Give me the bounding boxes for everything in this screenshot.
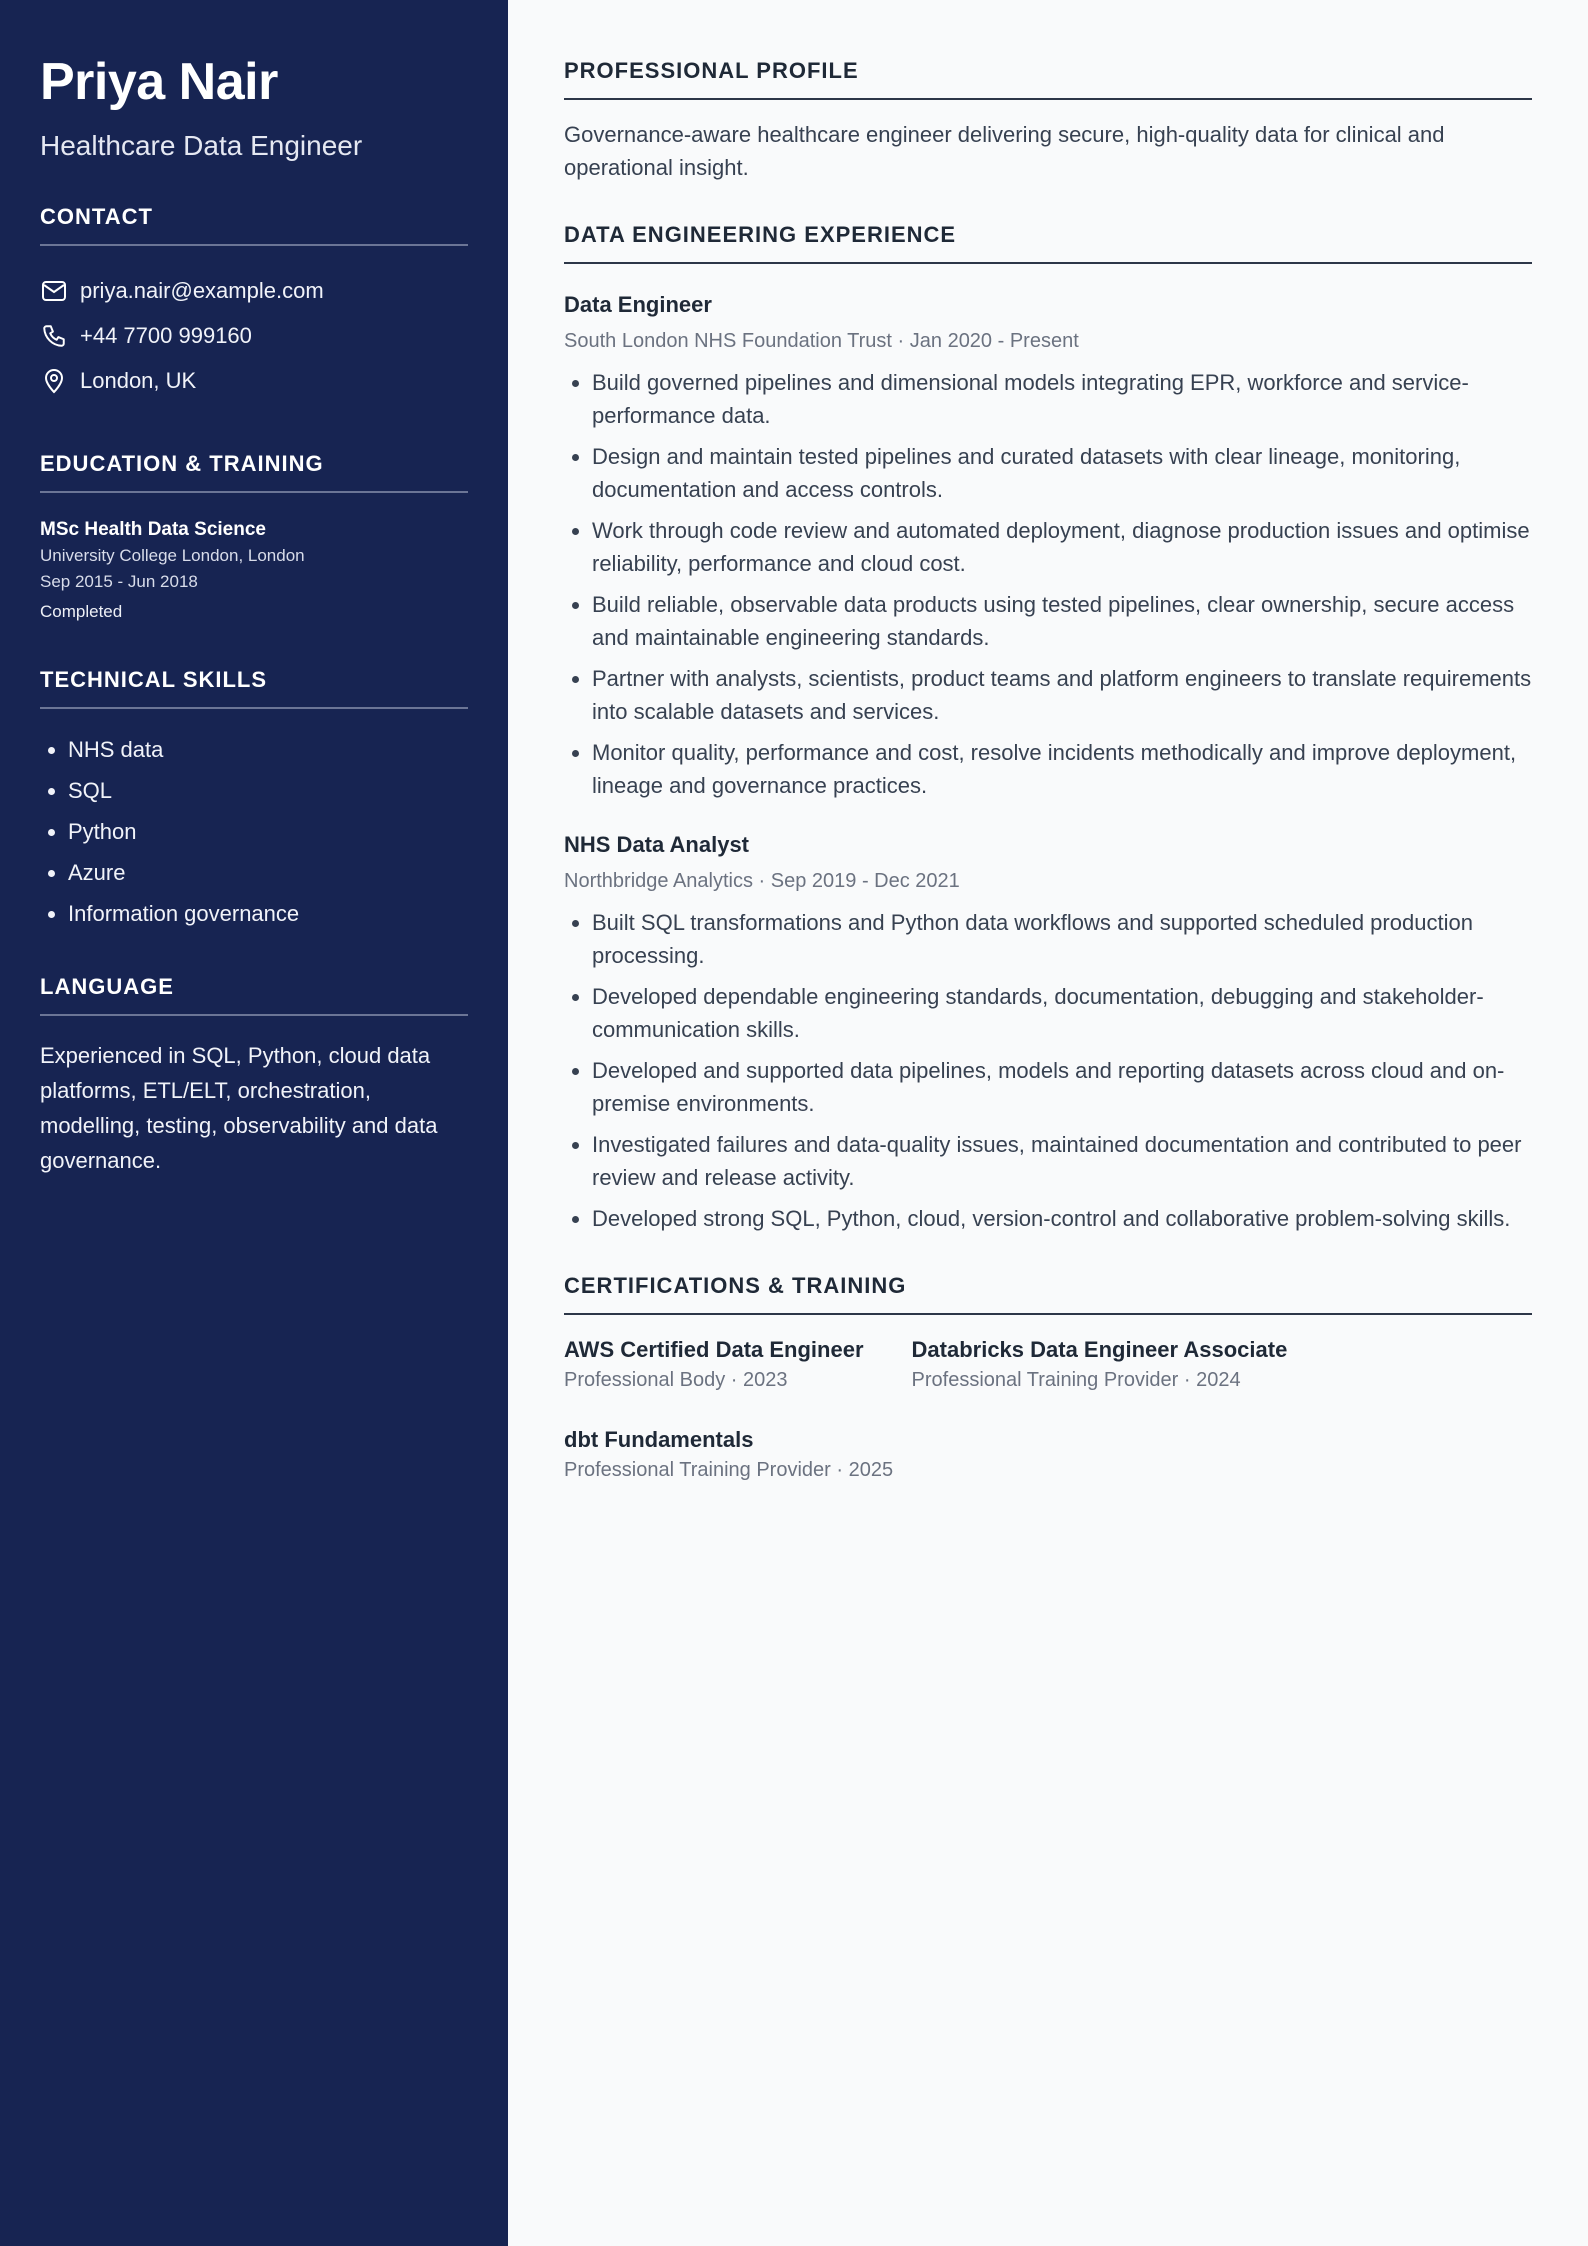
certifications-section xyxy=(564,1273,1532,1515)
email-text: priya.nair@example.com xyxy=(80,277,324,303)
contact-heading: CONTACT xyxy=(40,204,468,246)
job-bullet: • Build reliable, observable data products using tested pipelines, clear ownership, secure access and maintainable engineering standards. xyxy=(592,588,1532,654)
job-bullet: • Build governed pipelines and dimensional models integrating EPR, workforce and service-performance data. xyxy=(592,366,1532,432)
experience-section xyxy=(564,222,1532,1235)
contact-section xyxy=(40,204,468,403)
skills-heading: TECHNICAL SKILLS xyxy=(40,667,468,709)
skills-section xyxy=(40,667,468,934)
job-meta: Northbridge Analytics · Sep 2019 - Dec 2021 xyxy=(564,870,960,892)
job-bullets xyxy=(564,906,1532,1235)
job-role: Healthcare Data Engineer xyxy=(40,130,363,161)
certification-meta: Professional Training Provider · 2025 xyxy=(564,1459,894,1481)
job-bullet: • Partner with analysts, scientists, product teams and platform engineers to translate requirements into scalable datasets and services. xyxy=(592,662,1532,728)
education-dates: Sep 2015 - Jun 2018 xyxy=(40,572,198,591)
job-meta: South London NHS Foundation Trust · Jan 2020 - Present xyxy=(564,330,1079,352)
language-heading: LANGUAGE xyxy=(40,974,468,1016)
job-bullet: • Monitor quality, performance and cost, resolve incidents methodically and improve deployment, lineage and governance practices. xyxy=(592,736,1532,802)
job-bullet: • Investigated failures and data-quality issues, maintained documentation and contributed to peer review and release activity. xyxy=(592,1128,1532,1194)
contact-phone[interactable] xyxy=(40,313,468,358)
skills-list xyxy=(40,729,468,934)
education-degree: MSc Health Data Science xyxy=(40,519,266,540)
certification-item xyxy=(912,1335,1288,1395)
job-bullets xyxy=(564,366,1532,802)
profile-section xyxy=(564,58,1532,184)
skill-item: • NHS data xyxy=(68,729,468,770)
education-section xyxy=(40,451,468,625)
job-title: NHS Data Analyst xyxy=(564,832,750,857)
job-bullet: • Design and maintain tested pipelines and curated datasets with clear lineage, monitoring, documentation and access controls. xyxy=(592,440,1532,506)
job-bullet: • Developed dependable engineering standards, documentation, debugging and stakeholder-communication skills. xyxy=(592,980,1532,1046)
language-text: Experienced in SQL, Python, cloud data platforms, ETL/ELT, orchestration, modelling, testing, observability and data governance. xyxy=(40,1043,438,1173)
skill-item: • Information governance xyxy=(68,893,468,934)
contact-list xyxy=(40,268,468,403)
phone-icon xyxy=(40,322,68,350)
skill-item: • Python xyxy=(68,811,468,852)
profile-heading: PROFESSIONAL PROFILE xyxy=(564,58,1532,100)
certification-item xyxy=(564,1335,864,1395)
certification-meta: Professional Body · 2023 xyxy=(564,1369,788,1391)
location-text: London, UK xyxy=(80,367,197,393)
skill-item: • SQL xyxy=(68,770,468,811)
phone-text: +44 7700 999160 xyxy=(80,322,252,348)
education-heading: EDUCATION & TRAINING xyxy=(40,451,468,493)
mail-icon xyxy=(40,277,68,305)
location-pin-icon xyxy=(40,367,68,395)
job-entry xyxy=(564,830,1532,1235)
profile-text: Governance-aware healthcare engineer delivering secure, high-quality data for clinical and operational insight. xyxy=(564,122,1445,180)
job-bullet: • Built SQL transformations and Python data workflows and supported scheduled production processing. xyxy=(592,906,1532,972)
job-bullet: • Developed strong SQL, Python, cloud, version-control and collaborative problem-solving skills. xyxy=(592,1202,1532,1235)
experience-heading: DATA ENGINEERING EXPERIENCE xyxy=(564,222,1532,264)
education-institution: University College London, London xyxy=(40,546,305,565)
certification-meta: Professional Training Provider · 2024 xyxy=(911,1369,1241,1391)
certification-item xyxy=(564,1425,1484,1485)
skill-item: • Azure xyxy=(68,852,468,893)
contact-email[interactable] xyxy=(40,268,468,313)
job-bullet: • Work through code review and automated deployment, diagnose production issues and optimise reliability, performance and cloud cost. xyxy=(592,514,1532,580)
certifications-heading: CERTIFICATIONS & TRAINING xyxy=(564,1273,1532,1315)
contact-location xyxy=(40,358,468,403)
job-title: Data Engineer xyxy=(564,292,712,317)
certification-name: Databricks Data Engineer Associate xyxy=(911,1337,1288,1362)
sidebar xyxy=(0,0,508,2246)
main-content xyxy=(564,0,1532,1553)
job-entry xyxy=(564,290,1532,802)
certifications-list xyxy=(564,1335,1532,1515)
candidate-name: Priya Nair xyxy=(40,53,278,111)
language-section xyxy=(40,974,468,1178)
education-status: Completed xyxy=(40,602,123,621)
job-bullet: • Developed and supported data pipelines, models and reporting datasets across cloud and on-premise environments. xyxy=(592,1054,1532,1120)
certification-name: AWS Certified Data Engineer xyxy=(564,1337,864,1362)
certification-name: dbt Fundamentals xyxy=(564,1427,754,1452)
